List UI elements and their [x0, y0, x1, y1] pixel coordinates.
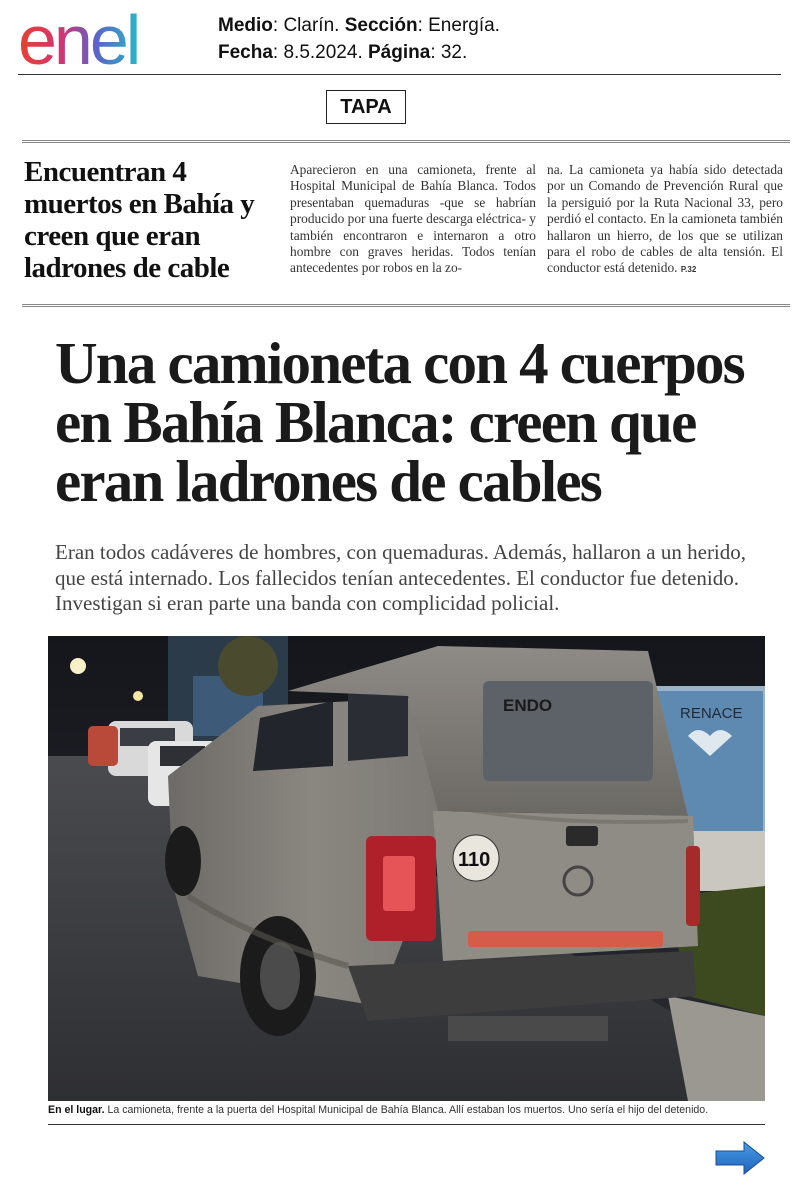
- brief-column-2: [547, 162, 783, 279]
- article-photo: [48, 636, 765, 1101]
- brief-column-2-text: na. La camioneta ya había sido detectada por un Comando de Prevención Rural que la persiguió por la Ruta Nacional 33, pero perdió el contacto. En la camioneta también hallaron un hierro, de los que se utilizan para el robo de cables de alta tensión. El conductor está detenido.: [547, 162, 783, 276]
- seccion-value: : Energía.: [417, 15, 500, 36]
- pagina-label: Página: [368, 42, 431, 63]
- mural-text: RENACE: [680, 705, 743, 722]
- article-headline: Una camioneta con 4 cuerpos en Bahía Blanca: creen que eran ladrones de cables: [55, 330, 744, 514]
- meta-line-2: [218, 39, 500, 66]
- truck-photo-illustration: [48, 636, 765, 1101]
- page-reference: P.32: [680, 265, 697, 275]
- fecha-label: Fecha: [218, 42, 273, 63]
- pagina-value: : 32.: [430, 42, 468, 63]
- section-badge: TAPA: [326, 90, 406, 124]
- medio-label: Medio: [218, 15, 273, 36]
- photo-caption: [48, 1103, 768, 1117]
- header-divider: [18, 74, 781, 75]
- caption-lead: En el lugar.: [48, 1104, 105, 1116]
- meta-line-1: [218, 12, 500, 39]
- article-subhead: Eran todos cadáveres de hombres, con quemaduras. Además, hallaron a un herido, que está internado. Los fallecidos tenían antecedentes. El conductor fue detenido. Investigan si eran parte una banda con complicidad policial.: [55, 540, 747, 615]
- truck-number-sticker: 110: [458, 849, 491, 871]
- svg-text:enel: enel: [18, 4, 139, 72]
- medio-value: : Clarín.: [272, 15, 345, 36]
- enel-logo: [18, 4, 190, 72]
- clipping-meta: [218, 12, 500, 66]
- brief-headline: Encuentran 4 muertos en Bahía y creen que eran ladrones de cable: [24, 156, 255, 284]
- arrow-right-icon[interactable]: [714, 1140, 766, 1176]
- brief-column-1: Aparecieron en una camioneta, frente al Hospital Municipal de Bahía Blanca. Todos presentaban quemaduras -que se habrían producido por una fuerte descarga eléctrica- y también encontraron e internaron a otro hombre con graves heridas. Todos tenían antecedentes por robos en la zo-: [290, 162, 536, 276]
- double-rule-top: [22, 140, 790, 143]
- caption-divider: [48, 1124, 765, 1125]
- caption-text: La camioneta, frente a la puerta del Hospital Municipal de Bahía Blanca. Allí estaban los muertos. Uno sería el hijo del detenido.: [104, 1104, 709, 1116]
- window-sticker: ENDO: [503, 696, 553, 715]
- fecha-value: : 8.5.2024.: [272, 42, 368, 63]
- seccion-label: Sección: [344, 15, 418, 36]
- double-rule-bottom: [22, 304, 790, 307]
